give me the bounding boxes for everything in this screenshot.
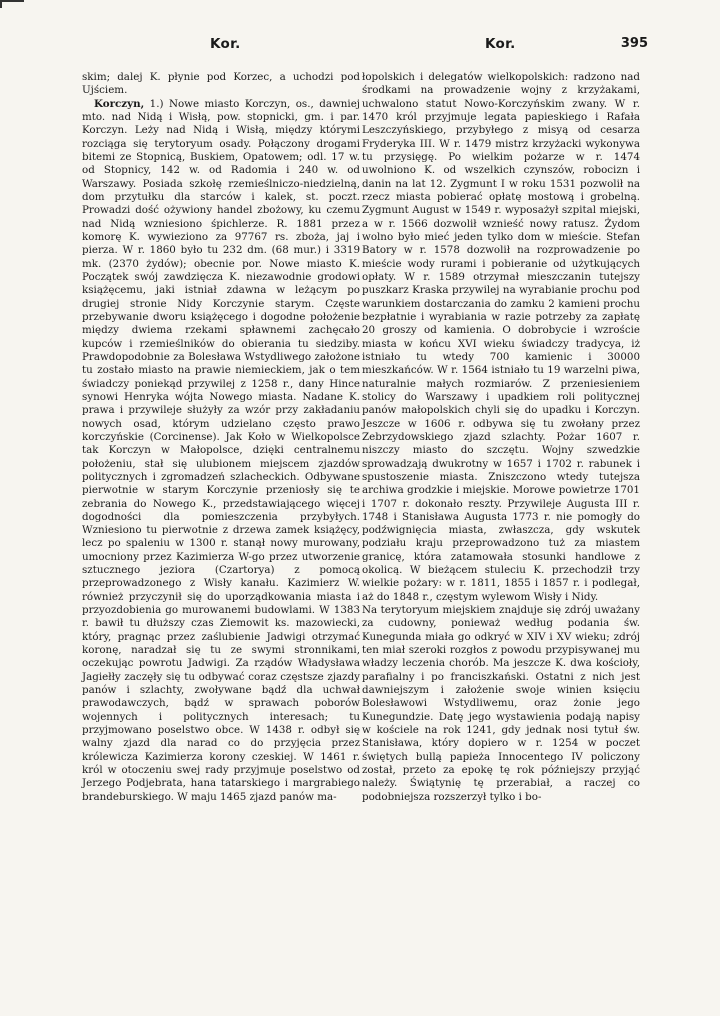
page-number: 395: [620, 36, 648, 51]
entry-headword: Korczyn,: [94, 97, 145, 110]
right-paragraph-1: łopolskich i delegatów wielkopolskich: radzono nad środkami na prowadzenie wojny z krzyżakami, uchwalono statut Nowo-Korczyńskim zwany. W r. 1470 król przyjmuje legata papieskiego i Rafała Leszczyńskiego, przybyłego z misyą od cesarza Fryderyka III. W r. 1479 mistrz krzyżacki wykonywa tu przysięgę. Po wielkim pożarze w r. 1474 uwolniono K. od wszelkich czynszów, robocizn i danin na lat 12. Zygmunt I w roku 1531 pozwolił na rzecz miasta pobierać opłatę mostową i grobelną. Zygmunt August w 1549 r. wyposażył szpital miejski, a w r. 1566 dozwolił wznieść nowy ratusz. Żydom wolno było mieć jeden tylko dom w mieście. Stefan Batory w r. 1578 dozwolił na rozprowadzenie po mieście wody rurami i pobieranie od użytkujących opłaty. W r. 1589 otrzymał mieszczanin tutejszy puszkarz Kraska przywilej na wyrabianie prochu pod warunkiem dostarczania do zamku 2 kamieni prochu bezpłatnie i wyrabiania w razie potrzeby za zapłatę 20 groszy od kamienia. O dobrobycie i wzroście miasta w końcu XVI wieku świadczy tradycya, iż istniało tu wtedy 700 kamienic i 30000 mieszkańców. W r. 1564 istniało tu 19 warzelni piwa, naturalnie małych rozmiarów. Z przeniesieniem stolicy do Warszawy i upadkiem roli politycznej panów małopolskich chyli się do upadku i Korczyn. Jeszcze w 1606 r. odbywa się tu zwołany przez Zebrzydowskiego zjazd szlachty. Pożar 1607 r. niszczy miasto do szczętu. Wojny szwedzkie sprowadzają dwukrotny w 1657 i 1702 r. rabunek i spustoszenie miasta. Zniszczono wtedy tutejsza archiwa grodzkie i miejskie. Morowe powietrze 1701 i 1707 r. dokonało reszty. Przywileje Augusta III r. 1748 i Stanisława Augusta 1773 r. nie pomogły do podźwignięcia miasta, zwłaszcza, gdy wskutek podziału kraju przeprowadzono tuż za miastem granicę, która zatamowała stosunki handlowe z okolicą. W bieżącem stuleciu K. przechodził trzy wielkie pożary: w r. 1811, 1855 i 1857 r. i podlegał, aż do 1848 r., częstym wylewom Wisły i Nidy.: [362, 71, 640, 603]
continuation-paragraph: skim; dalej K. płynie pod Korzec, a uchodzi pod Ujściem.: [82, 71, 360, 97]
entry-text: 1.) Nowe miasto Korczyn, os., dawniej mto. nad Nidą i Wisłą, pow. stopnicki, gm. i par. Korczyn. Leży nad Nidą i Wisłą, między którymi rozciąga się terytoryum osady. Połączony drogami bitemi ze Stopnicą, Buskiem, Opatowem; odl. 17 w. od Stopnicy, 142 w. od Radomia i 240 w. od Warszawy. Posiada szkołę rzemieślniczo-niedzielną, dom przytułku dla starców i kalek, st. poczt. Prowadzi dość ożywiony handel zbożowy, ku czemu nad Nidą wzniesiono śpichlerze. R. 1881 przez komorę K. wywieziono za 97767 rs. zboża, jaj i pierza. W r. 1860 było tu 232 dm. (68 mur.) i 3319 mk. (2370 żydów); obecnie por. Nowe miasto K. Początek swój zawdzięcza K. niezawodnie grodowi książęcemu, jaki istniał zdawna w leżącym po drugiej stronie Nidy Korczynie starym. Częste przebywanie dworu książęcego i dogodne położenie między dwiema rzekami spławnemi zachęcało kupców i rzemieślników do obierania tu siedziby. Prawdopodobnie za Bolesława Wstydliwego założone tu zostało miasto na prawie niemieckiem, jak o tem świadczy poniekąd przywilej z 1258 r., dany Hince synowi Henryka wójta Nowego miasta. Nadane K. prawa i przywileje służyły za wzór przy zakładaniu nowych osad, którym udzielano często prawo korczyńskie (Corcinense). Jak Koło w Wielkopolsce tak Korczyn w Małopolsce, dzięki centralnemu położeniu, stał się ulubionem miejscem zjazdów politycznych i zgromadzeń szlacheckich. Odbywane pierwotnie w starym Korczynie przeniosły się te zebrania do Nowego K., przedstawiającego więcej dogodności dla pomieszczenia przybyłych. Wzniesiono tu pierwotnie z drzewa zamek książęcy, lecz po spaleniu w 1300 r. stanął nowy murowany, umocniony przez Kazimierza W-go przez utworzenie sztucznego jeziora (Czartorya) z pomocą przeprowadzonego z Wisły kanału. Kazimierz W. również przyczynił się do uporządkowania miasta i przyozdobienia go murowanemi budowlami. W 1383 r. bawił tu dłuższy czas Ziemowit ks. mazowiecki, który, pragnąc przez zaślubienie Jadwigi otrzymać koronę, naradzał się tu ze swymi stronnikami, oczekując powrotu Jadwigi. Za rządów Władysława Jagiełły zaczęły się tu odbywać coraz częstsze zjazdy panów i szlachty, zwoływane bądź dla uchwał prawodawczych, bądź w sprawach poborów wojennych i politycznych interesach; tu przyjmowano poselstwo obce. W 1438 r. odbył się walny zjazd dla narad co do przyjęcia przez królewicza Kazimierza korony czeskiej. W 1461 r. król w otoczeniu swej rady przyjmuje poselstwo od Jerzego Podjebrata, hana tatarskiego i margrabiego brandeburskiego. W maju 1465 zjazd panów ma-: [82, 97, 360, 803]
page-header: [80, 36, 648, 54]
header-left-headword: Kor.: [210, 36, 241, 52]
header-right-headword: Kor.: [485, 36, 516, 52]
left-column: [82, 71, 360, 804]
right-paragraph-2: Na terytoryum miejskiem znajduje się zdrój uważany za cudowny, ponieważ według podania św. Kunegunda miała go odkryć w XIV i XV wieku; zdrój ten miał szeroki rozgłos z powodu przypisywanej mu władzy leczenia chorób. Ma jeszcze K. dwa kościoły, parafialny i po franciszkański. Ostatni z nich jest dawniejszym i założenie swoje winien księciu Bolesławowi Wstydliwemu, oraz żonie jego Kunegundzie. Datę jego wystawienia podają napisy w kościele na rok 1241, gdy jednak nosi tytuł św. Stanisława, który dopiero w r. 1254 w poczet świętych bullą papieża Innocentego IV policzony został, przeto za epokę tę rok późniejszy przyjąć należy. Świątynię tę przerabiał, a raczej co podobniejsza rozszerzył tylko i bo-: [362, 604, 640, 803]
corner-mark: [0, 0, 24, 8]
right-column: [362, 71, 640, 804]
entry-paragraph: [82, 98, 360, 804]
